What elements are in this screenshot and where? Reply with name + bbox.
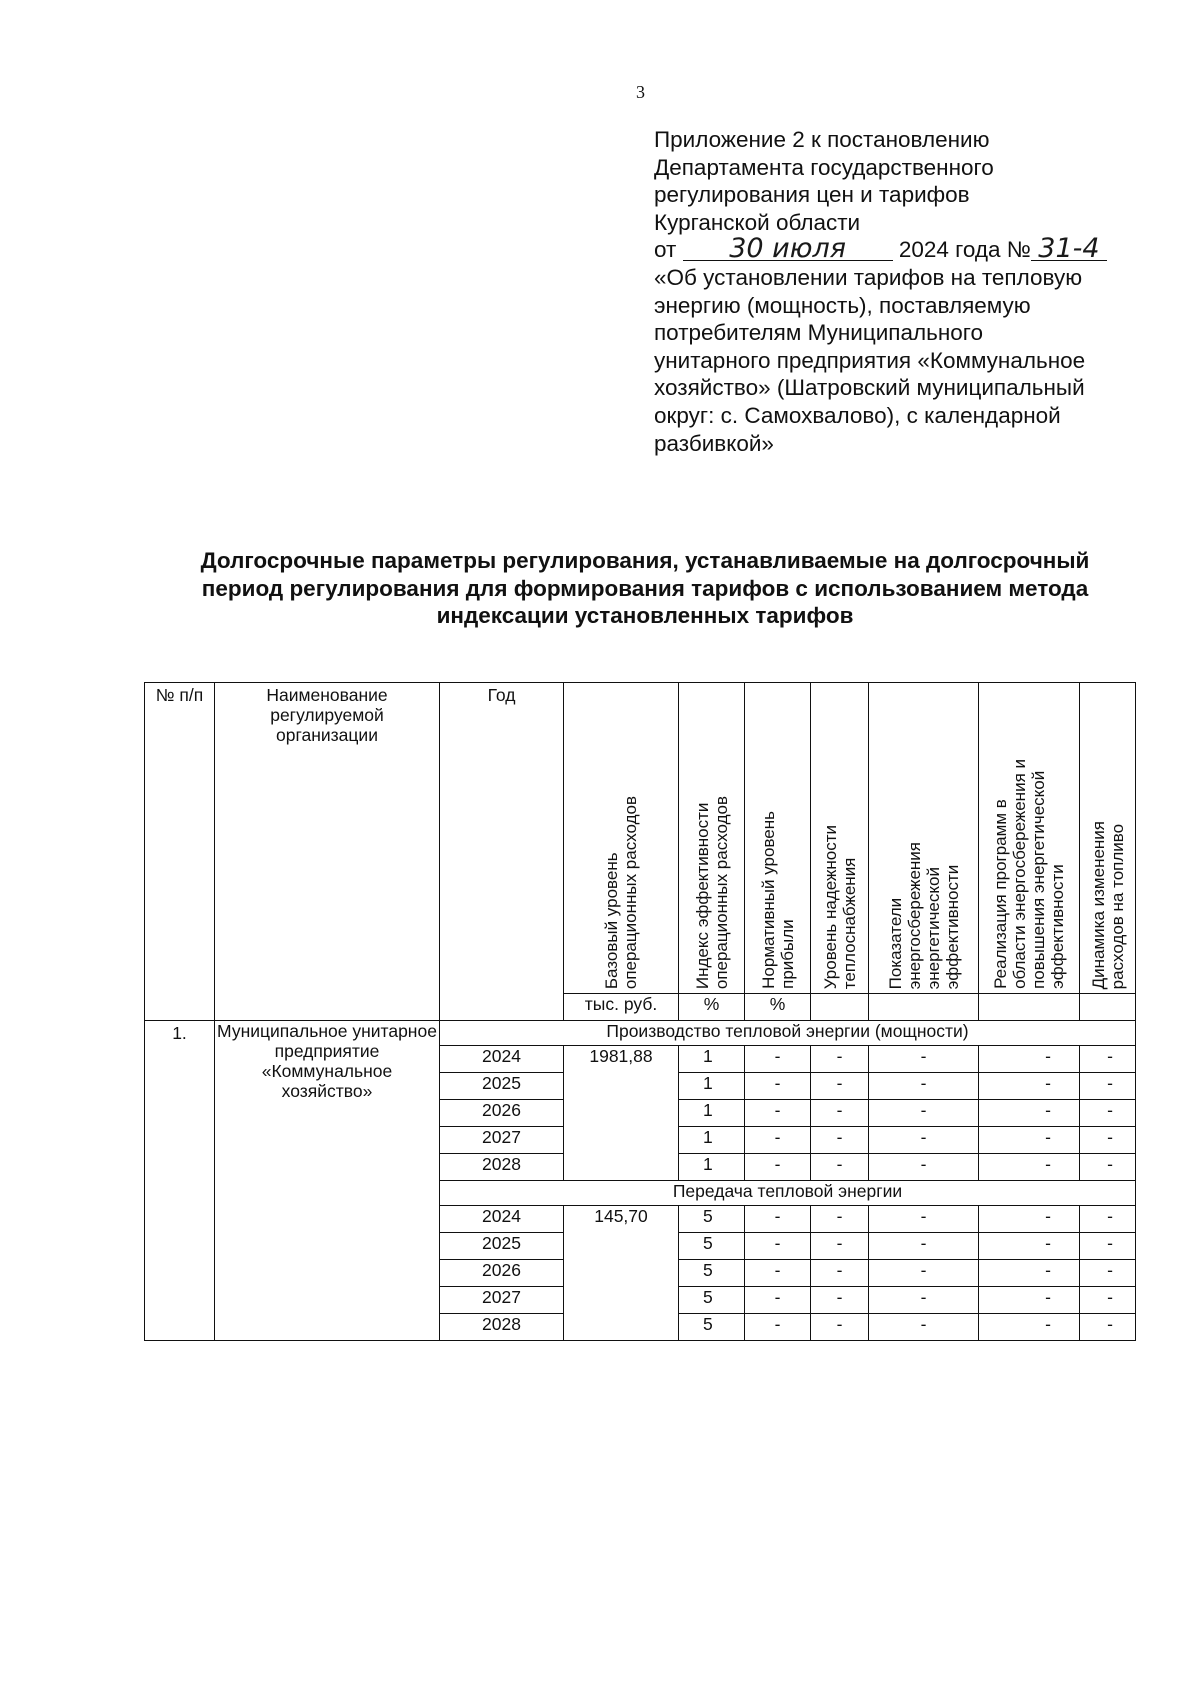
cell-index: 1 xyxy=(679,1127,745,1154)
unit-empty xyxy=(979,994,1080,1021)
cell-reliability: - xyxy=(811,1287,869,1314)
cell-fuel: - xyxy=(1080,1046,1136,1073)
cell-fuel: - xyxy=(1080,1127,1136,1154)
row-number: 1. xyxy=(145,1021,215,1341)
cell-reliability: - xyxy=(811,1314,869,1341)
header-energy-indicators: Показатели энергосбережения энергетической эффективности xyxy=(869,683,979,994)
appendix-block xyxy=(654,126,1154,457)
cell-energy: - xyxy=(869,1100,979,1127)
cell-reliability: - xyxy=(811,1100,869,1127)
section-title: Производство тепловой энергии (мощности) xyxy=(440,1021,1136,1046)
header-base: Базовый уровень операционных расходов xyxy=(564,683,679,994)
appendix-title-line: округ: с. Самохвалово), с календарной xyxy=(654,402,1061,428)
cell-base-value: 145,70 xyxy=(564,1206,679,1341)
cell-profit: - xyxy=(745,1127,811,1154)
cell-year: 2027 xyxy=(440,1287,564,1314)
handwritten-number: 31-4 xyxy=(1031,238,1107,261)
header-reliability: Уровень надежности теплоснабжения xyxy=(811,683,869,994)
handwritten-date: 30 июля xyxy=(683,238,893,261)
cell-energy: - xyxy=(869,1287,979,1314)
cell-programs: - xyxy=(979,1127,1080,1154)
cell-profit: - xyxy=(745,1314,811,1341)
appendix-line: Департамента государственного xyxy=(654,154,994,180)
cell-energy: - xyxy=(869,1154,979,1181)
appendix-title-line: унитарного предприятия «Коммунальное xyxy=(654,347,1086,373)
cell-programs: - xyxy=(979,1260,1080,1287)
cell-programs: - xyxy=(979,1100,1080,1127)
cell-index: 5 xyxy=(679,1287,745,1314)
cell-profit: - xyxy=(745,1260,811,1287)
cell-reliability: - xyxy=(811,1073,869,1100)
header-num: № п/п xyxy=(145,683,215,1021)
cell-fuel: - xyxy=(1080,1260,1136,1287)
cell-programs: - xyxy=(979,1233,1080,1260)
appendix-title-line: потребителям Муниципального xyxy=(654,320,983,346)
cell-year: 2028 xyxy=(440,1314,564,1341)
page-number: 3 xyxy=(636,82,645,102)
cell-index: 5 xyxy=(679,1260,745,1287)
parameters-table xyxy=(144,682,1136,1341)
unit-index: % xyxy=(679,994,745,1021)
cell-programs: - xyxy=(979,1314,1080,1341)
cell-energy: - xyxy=(869,1260,979,1287)
cell-energy: - xyxy=(869,1127,979,1154)
document-title-line: Долгосрочные параметры регулирования, устанавливаемые на долгосрочный xyxy=(200,548,1090,573)
cell-profit: - xyxy=(745,1206,811,1233)
cell-fuel: - xyxy=(1080,1154,1136,1181)
header-year: Год xyxy=(440,683,564,1021)
section-row xyxy=(145,1021,1136,1046)
cell-reliability: - xyxy=(811,1127,869,1154)
section-title: Передача тепловой энергии xyxy=(440,1181,1136,1206)
cell-profit: - xyxy=(745,1073,811,1100)
cell-programs: - xyxy=(979,1073,1080,1100)
cell-profit: - xyxy=(745,1100,811,1127)
cell-energy: - xyxy=(869,1046,979,1073)
cell-year: 2028 xyxy=(440,1154,564,1181)
cell-energy: - xyxy=(869,1314,979,1341)
cell-profit: - xyxy=(745,1046,811,1073)
unit-profit: % xyxy=(745,994,811,1021)
cell-energy: - xyxy=(869,1233,979,1260)
year-text: 2024 года № xyxy=(898,237,1031,263)
cell-profit: - xyxy=(745,1233,811,1260)
header-profit: Нормативный уровень прибыли xyxy=(745,683,811,994)
header-index: Индекс эффективности операционных расходов xyxy=(679,683,745,994)
cell-index: 5 xyxy=(679,1233,745,1260)
appendix-line: Курганской области xyxy=(654,209,861,235)
header-programs: Реализация программ в области энергосбережения и повышения энергетической эффективности xyxy=(979,683,1080,994)
cell-fuel: - xyxy=(1080,1100,1136,1127)
cell-fuel: - xyxy=(1080,1287,1136,1314)
cell-index: 5 xyxy=(679,1314,745,1341)
document-title-line: индексации установленных тарифов xyxy=(436,603,854,628)
unit-empty xyxy=(869,994,979,1021)
cell-index: 5 xyxy=(679,1206,745,1233)
cell-programs: - xyxy=(979,1154,1080,1181)
cell-fuel: - xyxy=(1080,1073,1136,1100)
cell-reliability: - xyxy=(811,1260,869,1287)
appendix-title-line: энергию (мощность), поставляемую xyxy=(654,292,1031,318)
cell-year: 2027 xyxy=(440,1127,564,1154)
cell-base-value: 1981,88 xyxy=(564,1046,679,1181)
document-title xyxy=(150,547,1140,630)
cell-year: 2025 xyxy=(440,1233,564,1260)
cell-reliability: - xyxy=(811,1206,869,1233)
cell-fuel: - xyxy=(1080,1206,1136,1233)
unit-empty xyxy=(1080,994,1136,1021)
cell-index: 1 xyxy=(679,1046,745,1073)
unit-base: тыс. руб. xyxy=(564,994,679,1021)
cell-year: 2024 xyxy=(440,1046,564,1073)
cell-year: 2026 xyxy=(440,1100,564,1127)
document-title-line: период регулирования для формирования тарифов с использованием метода xyxy=(201,575,1089,601)
unit-empty xyxy=(811,994,869,1021)
appendix-line: регулирования цен и тарифов xyxy=(654,182,970,208)
cell-year: 2024 xyxy=(440,1206,564,1233)
appendix-date-line xyxy=(654,233,1154,265)
cell-year: 2026 xyxy=(440,1260,564,1287)
cell-fuel: - xyxy=(1080,1233,1136,1260)
appendix-title-line: разбивкой» xyxy=(654,430,774,456)
cell-fuel: - xyxy=(1080,1314,1136,1341)
cell-reliability: - xyxy=(811,1233,869,1260)
header-org: Наименование регулируемой организации xyxy=(215,683,440,1021)
cell-index: 1 xyxy=(679,1100,745,1127)
cell-reliability: - xyxy=(811,1046,869,1073)
organization-name: Муниципальное унитарное предприятие «Коммунальное хозяйство» xyxy=(215,1021,440,1341)
cell-programs: - xyxy=(979,1046,1080,1073)
header-row xyxy=(145,683,1136,994)
cell-year: 2025 xyxy=(440,1073,564,1100)
cell-programs: - xyxy=(979,1206,1080,1233)
appendix-title-line: «Об установлении тарифов на тепловую xyxy=(654,264,1083,290)
cell-reliability: - xyxy=(811,1154,869,1181)
cell-energy: - xyxy=(869,1073,979,1100)
date-prefix: от xyxy=(654,237,677,263)
cell-profit: - xyxy=(745,1287,811,1314)
cell-profit: - xyxy=(745,1154,811,1181)
cell-index: 1 xyxy=(679,1073,745,1100)
appendix-title-line: хозяйство» (Шатровский муниципальный xyxy=(654,375,1085,401)
header-fuel: Динамика изменения расходов на топливо xyxy=(1080,683,1136,994)
cell-programs: - xyxy=(979,1287,1080,1314)
cell-energy: - xyxy=(869,1206,979,1233)
cell-index: 1 xyxy=(679,1154,745,1181)
appendix-line: Приложение 2 к постановлению xyxy=(654,127,990,152)
